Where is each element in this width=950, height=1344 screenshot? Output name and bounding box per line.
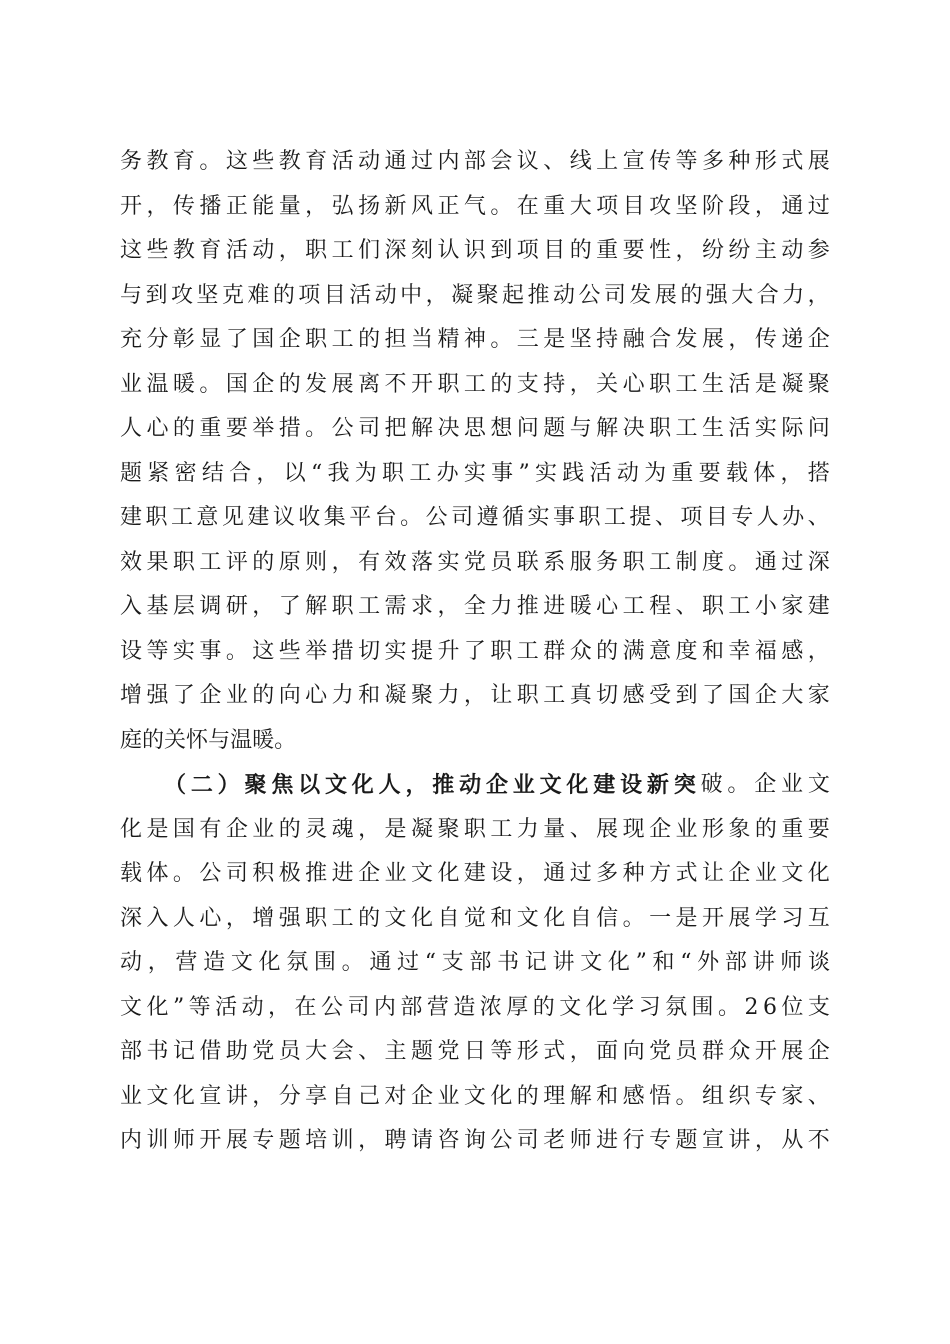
text-line: 业 温 暖 。 国 企 的 发 展 离 不 开 职 工 的 支 持 ， 关 心 职 工 生 活 是 凝 聚: [120, 371, 830, 397]
text-line: 务 教 育 。 这 些 教 育 活 动 通 过 内 部 会 议 、 线 上 宣 传 等 多 种 形 式 展: [120, 149, 830, 174]
text-line: 设 等 实 事 。 这 些 举 措 切 实 提 升 了 职 工 群 众 的 满 意 度 和 幸 福 感 ，: [120, 638, 830, 664]
text-line: 动 ， 营 造 文 化 氛 围 。 通 过 “ 支 部 书 记 讲 文 化 ” 和 “ 外 部 讲 师 谈: [120, 950, 830, 975]
text-line: 化 是 国 有 企 业 的 灵 魂 ， 是 凝 聚 职 工 力 量 、 展 现 企 业 形 象 的 重 要: [120, 816, 830, 842]
text-line: 载 体 。 公 司 积 极 推 进 企 业 文 化 建 设 ， 通 过 多 种 方 式 让 企 业 文 化: [120, 861, 830, 886]
text-line: 开 ， 传 播 正 能 量 ， 弘 扬 新 风 正 气 。 在 重 大 项 目 攻 坚 阶 段 ， 通 过: [120, 193, 830, 219]
text-line: 与 到 攻 坚 克 难 的 项 目 活 动 中 ， 凝 聚 起 推 动 公 司 发 展 的 强 大 合 力 ，: [120, 282, 830, 308]
text-line: 文 化 ” 等 活 动 ， 在 公 司 内 部 营 造 浓 厚 的 文 化 学 习 氛 围 。 2 6 位 支: [120, 994, 830, 1020]
text-line: 题 紧 密 结 合 ， 以 “ 我 为 职 工 办 实 事 ” 实 践 活 动 为 重 要 载 体 ， 搭: [120, 460, 830, 486]
body-text: [120, 140, 830, 1164]
text-line: 增 强 了 企 业 的 向 心 力 和 凝 聚 力 ， 让 职 工 真 切 感 受 到 了 国 企 大 家: [120, 683, 830, 708]
text-line: 效 果 职 工 评 的 原 则 ， 有 效 落 实 党 员 联 系 服 务 职 工 制 度 。 通 过 深: [120, 549, 830, 575]
text-line: 入 基 层 调 研 ， 了 解 职 工 需 求 ， 全 力 推 进 暖 心 工 程 、 职 工 小 家 建: [120, 594, 830, 619]
text-line: 庭 的 关 怀 与 温 暖 。: [120, 727, 297, 753]
text-line: （ 二 ） 聚 焦 以 文 化 人 ， 推 动 企 业 文 化 建 设 新 突 破 。 企 业 文: [164, 772, 830, 798]
text-line: 内 训 师 开 展 专 题 培 训 ， 聘 请 咨 询 公 司 老 师 进 行 专 题 宣 讲 ， 从 不: [120, 1128, 830, 1153]
text-line: 部 书 记 借 助 党 员 大 会 、 主 题 党 日 等 形 式 ， 面 向 党 员 群 众 开 展 企: [120, 1039, 830, 1064]
text-line: 人 心 的 重 要 举 措 。 公 司 把 解 决 思 想 问 题 与 解 决 职 工 生 活 实 际 问: [120, 416, 830, 441]
text-line: 业 文 化 宣 讲 ， 分 享 自 己 对 企 业 文 化 的 理 解 和 感 悟 。 组 织 专 家 、: [120, 1083, 830, 1109]
text-line: 建 职 工 意 见 建 议 收 集 平 台 。 公 司 遵 循 实 事 职 工 提 、 项 目 专 人 办 、: [120, 505, 830, 530]
text-line: 深 入 人 心 ， 增 强 职 工 的 文 化 自 觉 和 文 化 自 信 。 一 是 开 展 学 习 互: [120, 905, 830, 931]
text-line: 充 分 彰 显 了 国 企 职 工 的 担 当 精 神 。 三 是 坚 持 融 合 发 展 ， 传 递 企: [120, 327, 830, 352]
text-line: 这 些 教 育 活 动 ， 职 工 们 深 刻 认 识 到 项 目 的 重 要 性 ， 纷 纷 主 动 参: [120, 238, 830, 263]
